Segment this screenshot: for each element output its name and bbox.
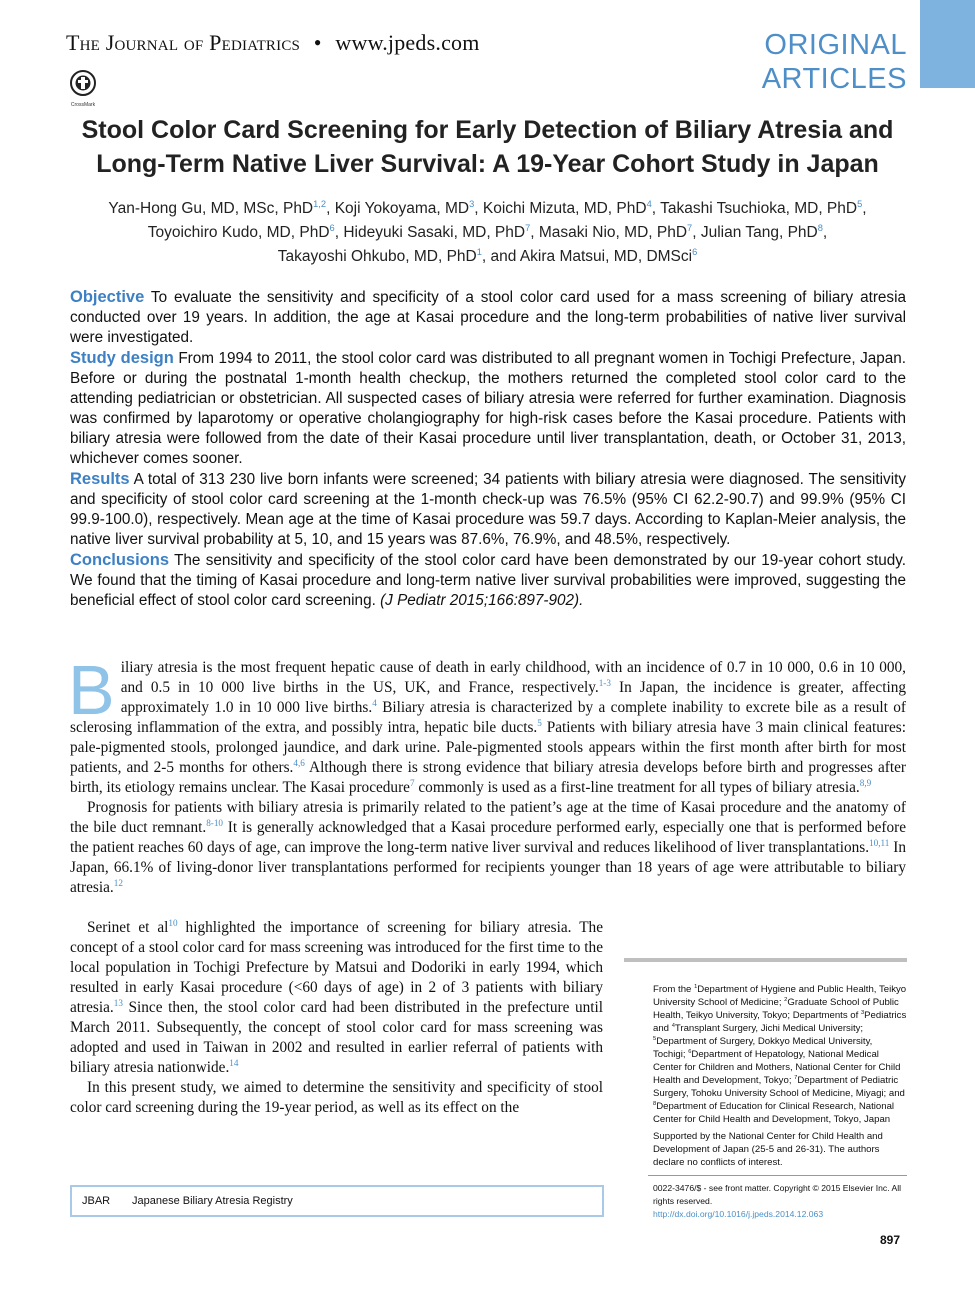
abbreviation-definition: Japanese Biliary Atresia Registry xyxy=(132,1195,293,1207)
author-affiliation-ref: 3 xyxy=(469,198,475,209)
header-separator: • xyxy=(313,30,322,55)
crossmark-icon xyxy=(70,70,96,96)
journal-website: www.jpeds.com xyxy=(335,30,480,55)
author-affiliation-ref: 6 xyxy=(692,246,698,257)
p1-text-a: iliary atresia is the most frequent hepatic cause of death in early childhood, with an incidence of 0.7 in 10 000, 0.6 in 10 000, and 0.5 in 10 000 live births in the US, UK, and France, respectively. xyxy=(120,659,906,696)
author-name: Koji Yokoyama, MD xyxy=(334,200,470,217)
citation-ref[interactable]: 4 xyxy=(372,697,377,708)
author-affiliation-ref: 1 xyxy=(476,246,482,257)
conclusions-text: The sensitivity and specificity of the stool color card have been demonstrated by our 19-year cohort study. We found that the timing of Kasai procedure and long-term native liver survival probabilities were improved, suggesting the beneficial effect of stool color card screening. xyxy=(70,552,906,609)
author-separator: , xyxy=(822,224,828,241)
section-label xyxy=(762,28,907,96)
study-design-text: From 1994 to 2011, the stool color card was distributed to all pregnant women in Tochigi Prefecture, Japan. Before or during the postnatal 1-month health checkup, the mothers returned the completed stool color card to the attending pediatrician or obstetrician. All suspected cases of biliary atresia were referred for further examination. Diagnosis was confirmed by laparotomy or operative cholangiography for high-risk cases before the Kasai procedure. Patients with biliary atresia were followed from the date of their Kasai procedure until liver transplantation, death, or October 31, 2013, whichever comes sooner. xyxy=(70,350,907,467)
author-affiliation-ref: 7 xyxy=(687,222,693,233)
objective-text: To evaluate the sensitivity and specificity of a stool color card used for a mass screening of biliary atresia conducted over 19 years. In addition, the age at Kasai procedure and the long-term probabilities of native liver survival were investigated. xyxy=(70,289,906,346)
crossmark-label: CrossMark xyxy=(70,102,96,108)
citation-ref[interactable]: 1-3 xyxy=(598,677,611,688)
abstract-study-design xyxy=(70,348,906,469)
body-text-fullwidth xyxy=(68,651,907,898)
p3-text-c: Since then, the stool color card had been distributed in the prefecture until March 2011. Subsequently, the concept of stool color card for mass screening was adopted and used in Taiwan in 2002 and resulted in earlier referral of patients with biliary atresia nationwide. xyxy=(70,999,603,1076)
results-text: A total of 313 230 live born infants were screened; 34 patients with biliary atresia were diagnosed. The sensitivity and specificity of stool color card screening at the 1-month check-up was 76.5% (95% CI 62.2-90.7) and 99.9% (95% CI 99.9-100.0), respectively. Mean age at the time of Kasai procedure was 59.7 days. According to Kaplan-Meier analysis, the native liver survival probability at 5, 10, and 15 years was 87.6%, 76.9%, and 48.5%, respectively. xyxy=(70,471,906,548)
author-name: Julian Tang, PhD xyxy=(700,224,818,241)
author-affiliation-ref: 8 xyxy=(817,222,823,233)
drop-cap: B xyxy=(68,651,115,729)
funding-statement: Supported by the National Center for Child Health and Development of Japan (25-5 and 26-31). The authors declare no conflicts of interest. xyxy=(653,1131,883,1168)
author-name: Koichi Mizuta, MD, PhD xyxy=(482,200,647,217)
p1-text-e: Although there is strong evidence that biliary atresia develops before birth and progresses after birth, its etiology remains unclear. The Kasai procedure xyxy=(70,759,906,796)
section-label-line2: ARTICLES xyxy=(761,63,907,95)
citation-ref[interactable]: 10 xyxy=(168,917,178,928)
page-number: 897 xyxy=(880,1233,901,1247)
paragraph-4: In this present study, we aimed to determine the sensitivity and specificity of stool color card screening during the 19-year period, as well as its effect on the xyxy=(70,1079,603,1116)
author-name: Toyoichiro Kudo, MD, PhD xyxy=(147,224,330,241)
results-heading: Results xyxy=(70,470,130,488)
abbreviations-box xyxy=(70,1185,604,1217)
p2-text-b: It is generally acknowledged that a Kasai procedure performed early, especially one that is performed before the patient reaches 60 days of age, can improve the long-term native liver survival and reduces likelihood of liver transplantations. xyxy=(70,819,906,856)
p2-text-a: Prognosis for patients with biliary atresia is primarily related to the patient’s age at the time of Kasai procedure and the anatomy of the bile duct remnant. xyxy=(70,799,906,836)
citation-ref[interactable]: 8-10 xyxy=(206,817,224,828)
paragraph-1 xyxy=(68,651,907,798)
citation-ref[interactable]: 10,11 xyxy=(869,837,890,848)
journal-citation: (J Pediatr 2015;166:897-902). xyxy=(380,592,584,609)
author-separator: , and xyxy=(481,248,520,265)
copyright-notice xyxy=(653,1182,907,1221)
citation-ref[interactable]: 8,9 xyxy=(859,777,872,788)
p1-text-b: In Japan, the incidence is greater, affecting approximately 1.0 in 10 000 live births. xyxy=(120,679,906,716)
author-list xyxy=(70,197,905,269)
divider xyxy=(648,1175,907,1176)
author-name: Hideyuki Sasaki, MD, PhD xyxy=(343,224,526,241)
affil-4: Transplant Surgery, Jichi Medical University; xyxy=(674,1023,864,1034)
abstract-objective xyxy=(70,287,906,348)
p1-text-d: Patients with biliary atresia have 3 main clinical features: pale-pigmented stools, prolonged jaundice, and dark urine. Pale-pigmented stools appears within the first month after birth for most patients, and 2-5 months for others. xyxy=(70,719,906,776)
author-separator: , xyxy=(530,224,539,241)
author-affiliation-ref: 4 xyxy=(646,198,652,209)
affil-8: Department of Education for Clinical Research, National Center for Child Health and Development, Tokyo, Japan xyxy=(653,1101,895,1125)
crossmark-logo[interactable] xyxy=(70,70,96,108)
section-label-line1: ORIGINAL xyxy=(764,29,907,61)
body-text-column xyxy=(70,918,603,1118)
article-title xyxy=(60,113,915,181)
abbreviation: JBAR xyxy=(82,1195,111,1207)
affil-from: From the xyxy=(653,984,695,995)
title-line-1: Stool Color Card Screening for Early Detection of Biliary Atresia and xyxy=(81,116,894,144)
affiliations-box xyxy=(624,958,907,1221)
author-name: Takashi Tsuchioka, MD, PhD xyxy=(660,200,858,217)
p3-text-b: highlighted the importance of screening for biliary atresia. The concept of a stool color card for mass screening was introduced for the first time to the local population in Tochigi Prefecture by Matsui and Dodoriki in early 1994, which resulted in early Kasai procedure (<60 days of age) in 2 of 3 patients with biliary atresia. xyxy=(70,919,603,1016)
citation-ref[interactable]: 13 xyxy=(113,997,123,1008)
citation-ref[interactable]: 4,6 xyxy=(293,757,305,768)
affil-1: Department of Hygiene and Public Health, Teikyo University School of Medicine; xyxy=(653,984,907,1008)
copyright-text: 0022-3476/$ - see front matter. Copyright © 2015 Elsevier Inc. All rights reserved. xyxy=(653,1183,902,1206)
author-affiliation-ref: 6 xyxy=(329,222,335,233)
doi-link[interactable]: http://dx.doi.org/10.1016/j.jpeds.2014.12.063 xyxy=(653,1209,824,1219)
author-separator: , xyxy=(692,224,701,241)
affiliations-text: From the $^1$Department of Hygiene and Public Health, Teikyo University School of Medicine; $^2$Graduate School of Public Health, Teikyo University, Tokyo; Departments of $^3$Pediatrics and $^4$Transplant Surgery, Jichi Medical University; $^5$Department of Surgery, Dokkyo Medical University, Tochigi; $^6$Department of Hepatology, National Medical Center for Children and Mothers, National Center for Child Health and Development, Tokyo; $^7$Department of Pediatric Surgery, Tohoku University School of Medicine, Miyagi; and $^8$Department of Education for Clinical Research, National Center for Child Health and Development, Tokyo, Japan xyxy=(653,983,907,1125)
author-name: Akira Matsui, MD, DMSci xyxy=(519,248,693,265)
citation-ref[interactable]: 12 xyxy=(113,877,123,888)
author-affiliation-ref: 7 xyxy=(525,222,531,233)
study-design-heading: Study design xyxy=(70,349,174,367)
author-name: Masaki Nio, MD, PhD xyxy=(538,224,688,241)
citation-ref[interactable]: 5 xyxy=(537,717,542,728)
section-color-tab xyxy=(920,0,975,88)
conclusions-heading: Conclusions xyxy=(70,551,170,569)
journal-header xyxy=(66,30,480,56)
author-affiliation-ref: 5 xyxy=(857,198,863,209)
abstract xyxy=(70,287,906,611)
author-separator: , xyxy=(651,200,661,217)
affil-3: Pediatrics and xyxy=(653,1010,907,1034)
affil-7: Department of Pediatric Surgery, Tohoku University School of Medicine, Miyagi; and xyxy=(653,1075,905,1099)
title-line-2: Long-Term Native Liver Survival: A 19-Year Cohort Study in Japan xyxy=(96,150,879,178)
author-separator: , xyxy=(326,200,335,217)
author-affiliation-ref: 1,2 xyxy=(313,198,327,209)
affil-2: Graduate School of Public Health, Teikyo University, Tokyo; Departments of xyxy=(653,997,899,1021)
author-name: Yan-Hong Gu, MD, MSc, PhD xyxy=(108,200,314,217)
author-separator: , xyxy=(474,200,483,217)
abstract-results xyxy=(70,469,906,550)
paragraph-3 xyxy=(70,918,603,1078)
citation-ref[interactable]: 14 xyxy=(229,1057,239,1068)
author-name: Takayoshi Ohkubo, MD, PhD xyxy=(277,248,477,265)
author-separator: , xyxy=(862,200,867,217)
citation-ref[interactable]: 7 xyxy=(409,777,415,788)
affil-5: Department of Surgery, Dokkyo Medical University, Tochigi; xyxy=(653,1036,873,1060)
author-separator: , xyxy=(334,224,344,241)
p2-text-c: In Japan, 66.1% of living-donor liver transplantations performed for recipients younger than 18 years of age were attributable to biliary atresia. xyxy=(70,839,906,896)
affil-6: Department of Hepatology, National Medical Center for Children and Mothers, National Center for Child Health and Development, Tokyo; xyxy=(653,1049,901,1086)
paragraph-2 xyxy=(70,798,906,898)
p3-text-a: Serinet et al xyxy=(87,919,169,936)
abstract-conclusions xyxy=(70,550,906,611)
objective-heading: Objective xyxy=(70,288,145,306)
p1-text-f: commonly is used as a first-line treatment for all types of biliary atresia. xyxy=(414,779,860,796)
journal-name: The Journal of Pediatrics xyxy=(66,30,301,55)
p1-text-c: Biliary atresia is characterized by a complete inability to excrete bile as a result of sclerosing inflammation of the extra, and possibly intra, hepatic bile ducts. xyxy=(70,699,907,736)
